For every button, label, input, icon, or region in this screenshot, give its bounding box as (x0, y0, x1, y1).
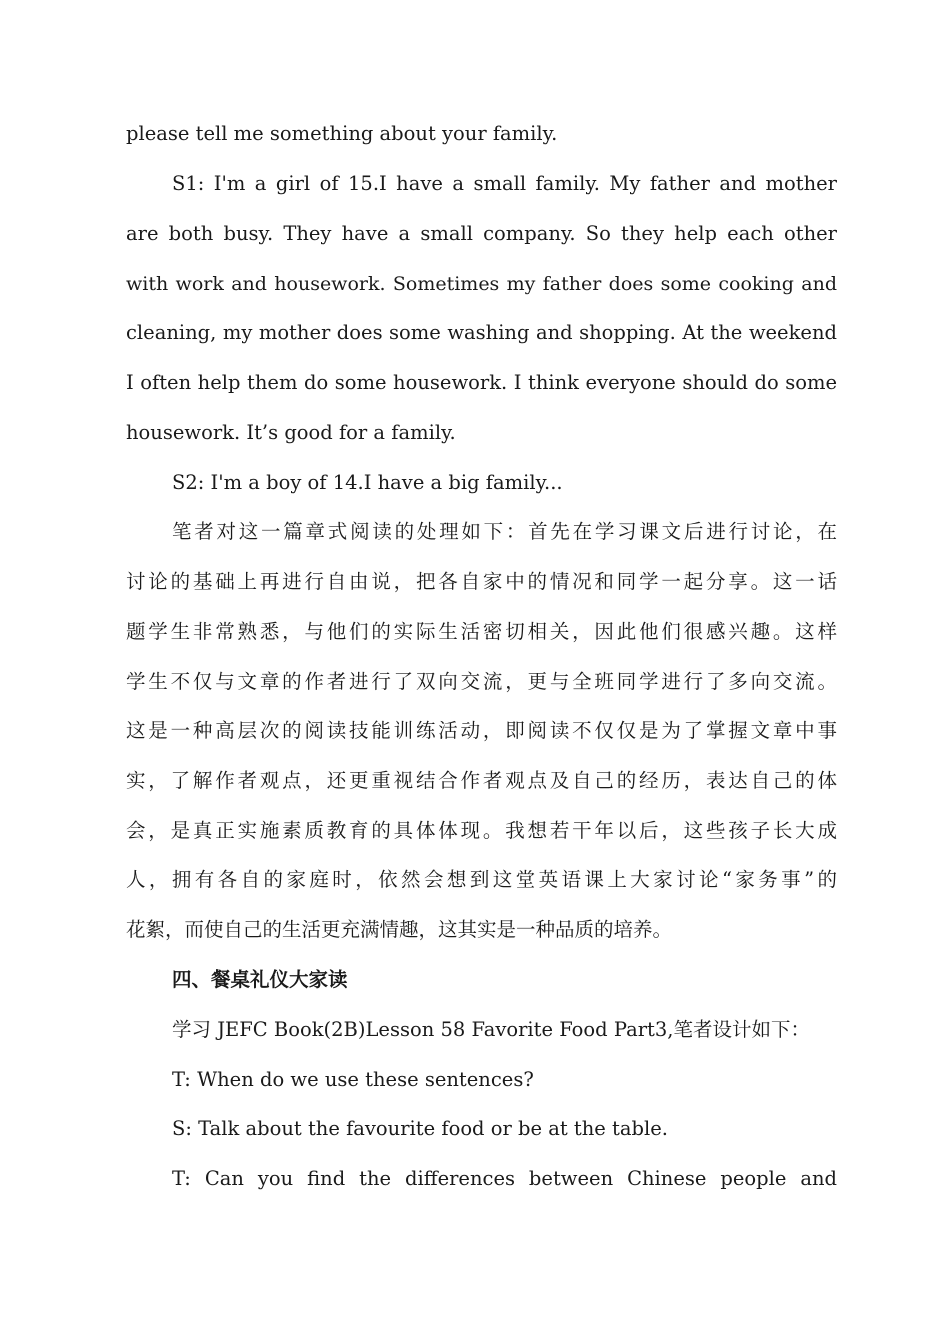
text-line: 会，是真正实施素质教育的具体体现。我想若干年以后，这些孩子长大成 (126, 819, 837, 842)
text-line: are both busy. They have a small company. So they help each other (126, 222, 837, 245)
text-line: please tell me something about your family. (126, 122, 558, 145)
section-heading: 四、餐桌礼仪大家读 (172, 968, 348, 991)
text-line: T: When do we use these sentences? (172, 1068, 534, 1091)
text-line: T: Can you find the differences between Chinese people and (172, 1167, 837, 1190)
text-line: 笔者对这一篇章式阅读的处理如下：首先在学习课文后进行讨论，在 (172, 520, 837, 543)
text-line: 讨论的基础上再进行自由说，把各自家中的情况和同学一起分享。这一话 (126, 570, 837, 593)
text-line: 题学生非常熟悉，与他们的实际生活密切相关，因此他们很感兴趣。这样 (126, 620, 837, 643)
text-line: 实，了解作者观点，还更重视结合作者观点及自己的经历，表达自己的体 (126, 769, 837, 792)
text-line: S2: I'm a boy of 14.I have a big family... (172, 471, 563, 494)
text-line: 学习 JEFC Book(2B)Lesson 58 Favorite Food Part3,笔者设计如下： (172, 1018, 810, 1041)
text-line: with work and housework. Sometimes my father does some cooking and (126, 273, 837, 295)
text-line: housework. It’s good for a family. (126, 421, 456, 444)
text-line: S1: I'm a girl of 15.I have a small family. My father and mother (172, 172, 837, 195)
text-line: 学生不仅与文章的作者进行了双向交流，更与全班同学进行了多向交流。 (126, 670, 837, 693)
text-line: 花絮，而使自己的生活更充满情趣，这其实是一种品质的培养。 (126, 918, 673, 941)
text-line: S: Talk about the favourite food or be at the table. (172, 1117, 668, 1140)
text-line: I often help them do some housework. I think everyone should do some (126, 371, 837, 394)
text-line: 人，拥有各自的家庭时，依然会想到这堂英语课上大家讨论“家务事”的 (126, 868, 837, 891)
text-line: 这是一种高层次的阅读技能训练活动，即阅读不仅仅是为了掌握文章中事 (126, 719, 837, 742)
text-line: cleaning, my mother does some washing and shopping. At the weekend (126, 321, 837, 344)
